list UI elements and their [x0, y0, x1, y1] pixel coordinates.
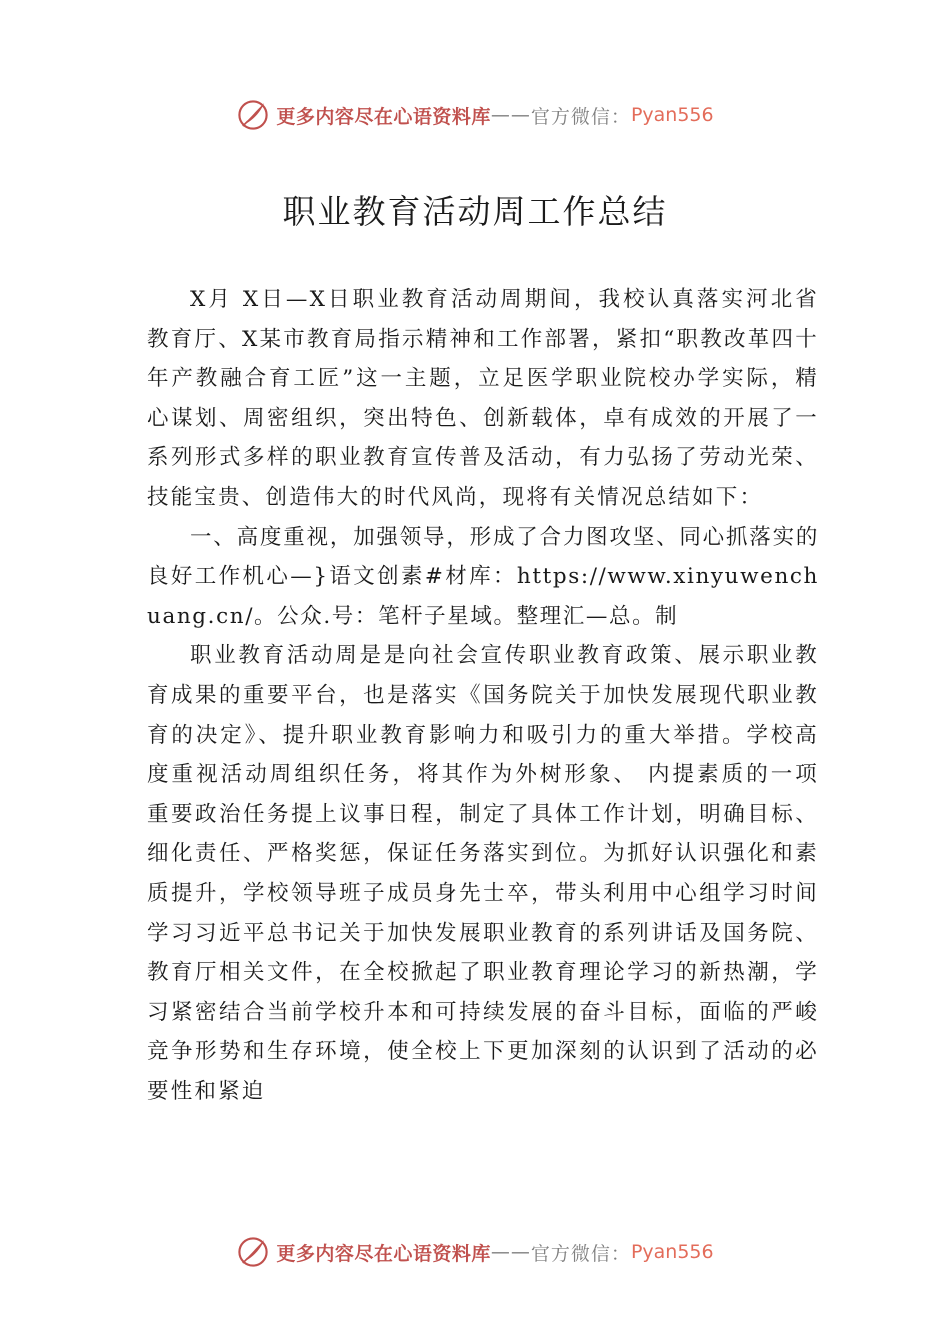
watermark-brand-text: 更多内容尽在心语资料库 — [276, 105, 491, 128]
footer-watermark — [0, 1232, 950, 1272]
paragraph-section-heading: 一、高度重视，加强领导，形成了合力图攻坚、同心抓落实的良好工作机心—}语文创素#材库：https://www.xinyuwenchuang.cn/。公众.号：笔杆子星域。整理汇—总。制 — [147, 524, 819, 629]
watermark-wechat-label: 官方微信： — [530, 1242, 631, 1265]
watermark-separator: —— — [490, 104, 531, 126]
watermark-wechat-label: 官方微信： — [530, 105, 631, 128]
watermark-wechat-id: Pyan556 — [630, 1241, 714, 1263]
watermark-wechat-id: Pyan556 — [630, 104, 714, 126]
watermark-brand-text: 更多内容尽在心语资料库 — [276, 1242, 491, 1265]
paragraph-body: 职业教育活动周是是向社会宣传职业教育政策、展示职业教育成果的重要平台，也是落实《国务院关于加快发展现代职业教育的决定》、提升职业教育影响力和吸引力的重大举措。学校高度重视活动周组织任务，将其作为外树形象、 内提素质的一项重要政治任务提上议事日程，制定了具体工作计划，明确目标、细化责任、严格奖惩，保证任务落实到位。为抓好认识强化和素质提升，学校领导班子成员身先士卒，带头利用中心组学习时间学习习近平总书记关于加快发展职业教育的系列讲话及国务院、教育厅相关文件，在全校掀起了职业教育理论学习的新热潮，学习紧密结合当前学校升本和可持续发展的奋斗目标，面临的严峻竞争形势和生存环境，使全校上下更加深刻的认识到了活动的必要性和紧迫 — [147, 643, 819, 1104]
document-body — [147, 280, 819, 1111]
document-title: 职业教育活动周工作总结 — [282, 192, 668, 231]
quill-logo-icon — [236, 98, 270, 132]
quill-logo-icon — [236, 1235, 270, 1269]
watermark-separator: —— — [490, 1241, 531, 1263]
paragraph-intro: X月 X日—X日职业教育活动周期间，我校认真落实河北省教育厅、X某市教育局指示精神和工作部署，紧扣“职教改革四十年产教融合育工匠”这一主题，立足医学职业院校办学实际，精心谋划、周密组织，突出特色、创新载体，卓有成效的开展了一系列形式多样的职业教育宣传普及活动，有力弘扬了劳动光荣、技能宝贵、创造伟大的时代风尚，现将有关情况总结如下： — [147, 287, 819, 510]
header-watermark — [0, 95, 950, 135]
